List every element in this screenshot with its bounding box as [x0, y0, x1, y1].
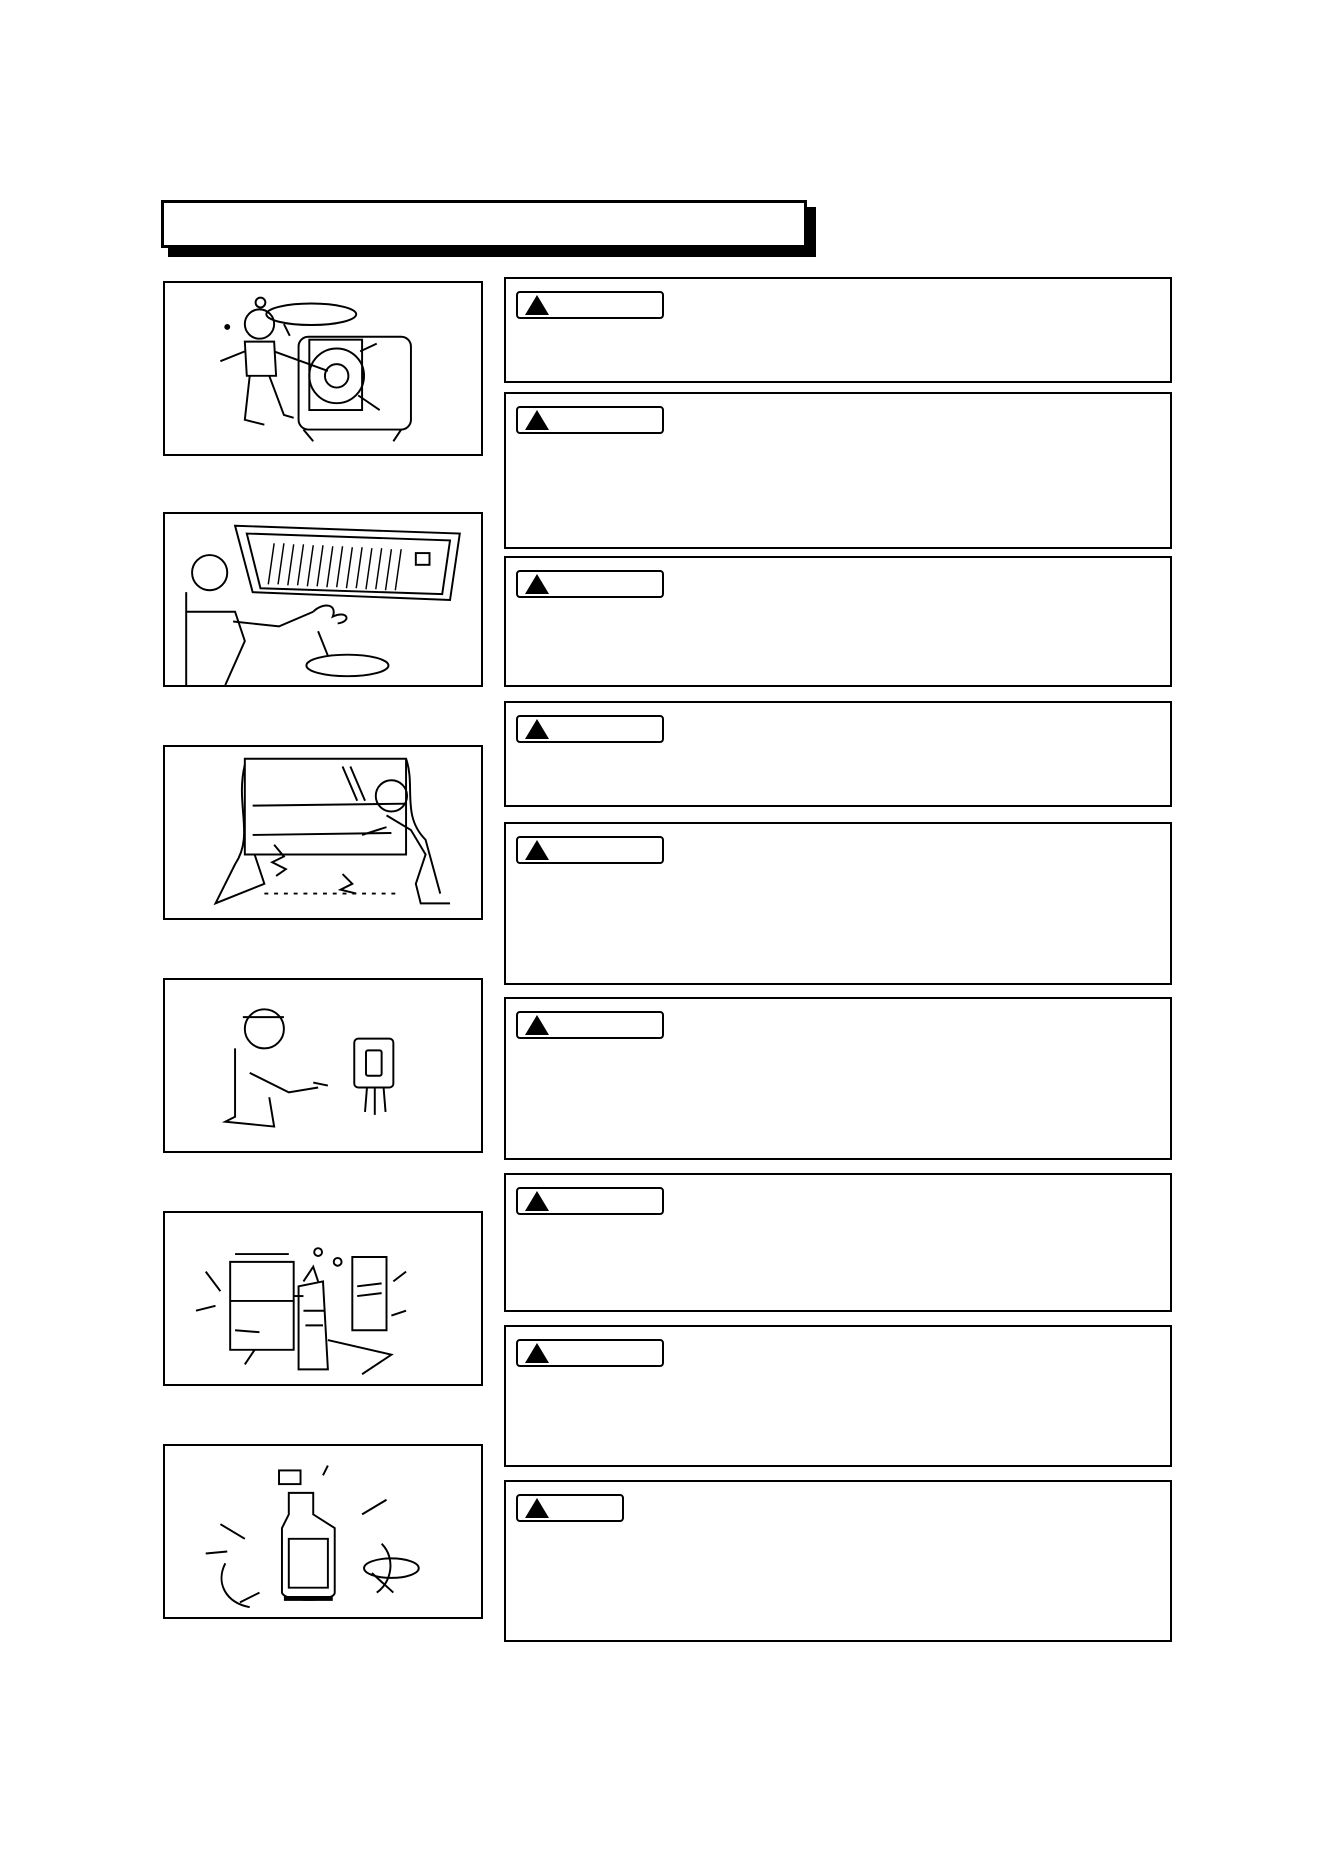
bubble-text-2 [308, 661, 388, 679]
warning-badge [516, 836, 664, 864]
warning-triangle-icon [524, 1497, 550, 1519]
notice-panel-9 [504, 1480, 1172, 1642]
warning-badge [516, 1187, 664, 1215]
page-title [161, 200, 807, 248]
notice-panel-8 [504, 1325, 1172, 1467]
warning-triangle-icon [524, 839, 550, 861]
warning-triangle-icon [524, 718, 550, 740]
notice-panel-1 [504, 277, 1172, 383]
caution-badge [516, 1494, 624, 1522]
warning-triangle-icon [524, 1342, 550, 1364]
notice-panel-4 [504, 701, 1172, 807]
warning-badge [516, 1011, 664, 1039]
warning-triangle-icon [524, 294, 550, 316]
notice-panel-5 [504, 822, 1172, 985]
warning-badge [516, 1339, 664, 1367]
notice-panel-6 [504, 997, 1172, 1160]
bubble-text-1 [307, 306, 399, 326]
notice-panel-2 [504, 392, 1172, 549]
illustration-spray-bottle [163, 1444, 483, 1619]
illustration-wet-hand-switch [163, 978, 483, 1153]
warning-triangle-icon [524, 1014, 550, 1036]
warning-triangle-icon [524, 573, 550, 595]
warning-badge [516, 715, 664, 743]
warning-triangle-icon [524, 1190, 550, 1212]
warning-triangle-icon [524, 409, 550, 431]
illustration-flammable-cans [163, 1211, 483, 1386]
warning-badge [516, 570, 664, 598]
bubble-text-6 [205, 1561, 253, 1577]
illustration-panel-falling [163, 745, 483, 920]
notice-panel-3 [504, 556, 1172, 687]
warning-badge [516, 406, 664, 434]
warning-badge [516, 291, 664, 319]
notice-panel-7 [504, 1173, 1172, 1312]
